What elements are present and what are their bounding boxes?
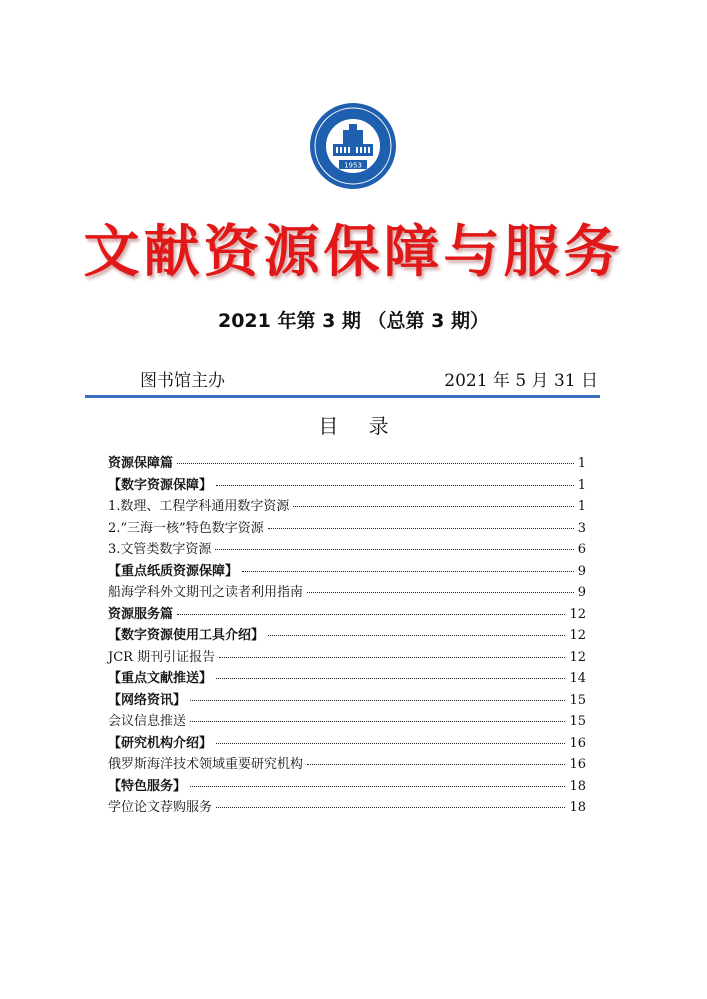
toc-item-page: 3	[577, 520, 586, 536]
toc-leader	[216, 743, 565, 744]
toc-item[interactable]	[108, 710, 586, 732]
toc-item-page: 12	[569, 628, 586, 643]
toc-item-label: 2.“三海一核”特色数字资源	[108, 520, 264, 536]
toc-item-label: 船海学科外文期刊之读者利用指南	[108, 585, 304, 600]
toc-leader	[216, 485, 574, 486]
toc-item-label: 【特色服务】	[108, 778, 187, 794]
toc-item-page: 12	[569, 606, 586, 622]
toc-item-label: 1.数理、工程学科通用数字资源	[108, 499, 290, 514]
toc-item[interactable]	[108, 538, 586, 560]
toc-item-page: 9	[577, 563, 586, 579]
toc-item-page: 18	[569, 778, 586, 794]
toc-item[interactable]	[108, 474, 586, 496]
toc-item[interactable]	[108, 775, 586, 797]
toc-leader	[293, 506, 573, 507]
toc-item[interactable]	[108, 560, 586, 582]
toc-item-label: 3.文管类数字资源	[108, 542, 212, 557]
toc-item[interactable]	[108, 452, 586, 474]
toc-item[interactable]	[108, 517, 586, 539]
toc-item-label: 【网络资讯】	[108, 692, 187, 708]
toc-item-page: 1	[577, 499, 586, 514]
toc-item-page: 9	[577, 585, 586, 600]
toc-item-label: 【重点文献推送】	[108, 671, 213, 686]
publication-title: 文献资源保障与服务	[83, 219, 624, 285]
toc-item-label: 【研究机构介绍】	[108, 735, 213, 751]
divider	[85, 395, 600, 398]
toc-item-label: 资源保障篇	[108, 456, 174, 471]
toc-item-label: JCR 期刊引证报告	[108, 649, 216, 665]
toc-leader	[190, 700, 565, 701]
university-logo	[309, 102, 397, 190]
toc-item[interactable]	[108, 732, 586, 754]
toc-leader	[177, 463, 574, 464]
toc-item[interactable]	[108, 646, 586, 668]
toc-leader	[307, 764, 565, 765]
toc-leader	[216, 678, 565, 679]
toc-item[interactable]	[108, 689, 586, 711]
toc-item-page: 1	[577, 456, 586, 471]
toc-leader	[242, 571, 574, 572]
toc-leader	[190, 721, 565, 722]
toc-item-label: 俄罗斯海洋技术领域重要研究机构	[108, 757, 304, 772]
toc-item[interactable]	[108, 603, 586, 625]
toc-item-page: 1	[577, 477, 586, 493]
toc-item-page: 15	[569, 714, 586, 729]
toc-item-page: 16	[569, 757, 586, 772]
toc-leader	[268, 635, 565, 636]
toc-item-page: 16	[569, 735, 586, 751]
toc-leader	[177, 614, 565, 615]
toc-item-page: 14	[569, 671, 586, 686]
toc-leader	[216, 807, 565, 808]
toc-item[interactable]	[108, 581, 586, 603]
toc-item[interactable]	[108, 495, 586, 517]
toc-item[interactable]	[108, 796, 586, 818]
toc-item-label: 【重点纸质资源保障】	[108, 563, 239, 579]
toc-item[interactable]	[108, 624, 586, 646]
toc-leader	[215, 549, 573, 550]
toc-item-label: 会议信息推送	[108, 714, 187, 729]
svg-text:1953: 1953	[344, 161, 362, 170]
toc-item[interactable]	[108, 753, 586, 775]
publication-date: 2021 年 5 月 31 日	[444, 371, 598, 391]
toc-leader	[190, 786, 565, 787]
issue-number: 2021 年第 3 期 （总第 3 期）	[217, 310, 489, 332]
toc-item-page: 6	[577, 542, 586, 557]
sponsor: 图书馆主办	[140, 371, 225, 391]
toc-item-label: 资源服务篇	[108, 606, 174, 622]
toc-item-label: 学位论文荐购服务	[108, 800, 213, 815]
toc-leader	[268, 528, 574, 529]
toc-item-page: 12	[569, 649, 586, 665]
toc-item[interactable]	[108, 667, 586, 689]
toc-leader	[219, 657, 565, 658]
toc-item-label: 【数字资源使用工具介绍】	[108, 628, 265, 643]
toc-item-page: 18	[569, 800, 586, 815]
table-of-contents	[108, 452, 586, 818]
toc-item-page: 15	[569, 692, 586, 708]
toc-leader	[307, 592, 574, 593]
toc-item-label: 【数字资源保障】	[108, 477, 213, 493]
toc-heading: 目 录	[318, 414, 401, 438]
